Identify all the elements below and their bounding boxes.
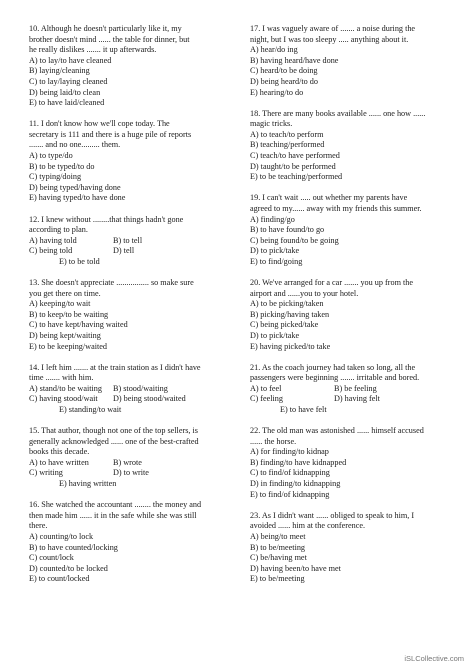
answer-option: C) be/having met bbox=[250, 553, 307, 563]
answer-option: A) to teach/to perform bbox=[250, 129, 324, 139]
answer-options bbox=[29, 151, 244, 204]
question-block bbox=[29, 215, 244, 268]
answer-option: D) being laid/to clean bbox=[29, 87, 101, 97]
answer-option: A) keeping/to wait bbox=[29, 299, 91, 309]
question-text: 15. That author, though not one of the top sellers, is generally acknowledged ...... one of the best-crafted books this decade. bbox=[29, 426, 199, 457]
answer-option: E) to find/of kidnapping bbox=[250, 489, 330, 499]
answer-option: A) to have written bbox=[29, 457, 89, 467]
answer-option: E) having written bbox=[59, 479, 117, 489]
answer-option: D) having felt bbox=[334, 394, 380, 404]
answer-option: A) to feel bbox=[250, 383, 282, 393]
answer-option: D) being typed/having done bbox=[29, 182, 121, 192]
question-block bbox=[29, 426, 244, 490]
answer-option: D) to pick/take bbox=[250, 330, 300, 340]
answer-option: D) being kept/waiting bbox=[29, 330, 101, 340]
answer-option: D) to write bbox=[113, 468, 149, 478]
answer-option: D) to pick/take bbox=[250, 246, 300, 256]
answer-options bbox=[29, 532, 244, 585]
answer-options bbox=[250, 45, 462, 98]
answer-option: A) to type/do bbox=[29, 151, 73, 161]
answer-option: C) feeling bbox=[250, 394, 283, 404]
answer-option: A) to lay/to have cleaned bbox=[29, 55, 112, 65]
answer-option: A) hear/do ing bbox=[250, 45, 298, 55]
answer-option: B) to keep/to be waiting bbox=[29, 309, 109, 319]
answer-option: C) typing/doing bbox=[29, 172, 82, 182]
answer-option: B) stood/waiting bbox=[113, 383, 168, 393]
answer-option: E) to be/meeting bbox=[250, 574, 305, 584]
answer-options bbox=[250, 532, 462, 585]
answer-option: B) laying/cleaning bbox=[29, 66, 90, 76]
question-block bbox=[250, 24, 462, 98]
answer-option: D) taught/to be performed bbox=[250, 161, 336, 171]
answer-options bbox=[29, 384, 244, 416]
answer-option: A) for finding/to kidnap bbox=[250, 447, 329, 457]
answer-option: E) having typed/to have done bbox=[29, 193, 126, 203]
answer-option: D) in finding/to kidnapping bbox=[250, 479, 341, 489]
answer-option: C) count/lock bbox=[29, 553, 74, 563]
question-text: 13. She doesn't appreciate ................ so make sure you get there on time. bbox=[29, 277, 194, 298]
question-text: 22. The old man was astonished ...... himself accused ...... the horse. bbox=[250, 426, 424, 446]
answer-options bbox=[250, 299, 462, 352]
question-block bbox=[250, 278, 462, 352]
answer-option: B) teaching/performed bbox=[250, 140, 325, 150]
answer-options bbox=[250, 130, 462, 183]
answer-option: E) to have felt bbox=[280, 405, 327, 414]
question-text: 12. I knew without ........that things hadn't gone according to plan. bbox=[29, 214, 184, 235]
answer-option: B) finding/to have kidnapped bbox=[250, 457, 347, 467]
answer-option: E) to have laid/cleaned bbox=[29, 98, 105, 108]
answer-option: B) having heard/have done bbox=[250, 55, 339, 65]
answer-option: C) heard/to be doing bbox=[250, 66, 318, 76]
answer-option: D) counted/to be locked bbox=[29, 563, 108, 573]
answer-option: C) having stood/wait bbox=[29, 394, 98, 404]
answer-option: C) to have kept/having waited bbox=[29, 320, 128, 330]
question-text: 10. Although he doesn't particularly like it, my brother doesn't mind ...... the table for dinner, but he really dislikes ....... it up afterwards. bbox=[29, 24, 190, 55]
question-block bbox=[29, 278, 244, 352]
answer-option: B) to be typed/to do bbox=[29, 161, 95, 171]
answer-option: A) stand/to be waiting bbox=[29, 383, 102, 393]
question-block bbox=[250, 363, 462, 416]
answer-option: E) to be told bbox=[59, 256, 100, 266]
answer-option: D) being heard/to do bbox=[250, 76, 318, 86]
question-text: 19. I can't wait ..... out whether my parents have agreed to my...... away with my friends this summer. bbox=[250, 193, 422, 213]
answer-options bbox=[250, 215, 462, 268]
answer-option: B) be feeling bbox=[334, 383, 377, 393]
question-block bbox=[29, 24, 244, 109]
answer-option: D) being stood/waited bbox=[113, 394, 186, 404]
question-text: 23. As I didn't want ...... obliged to speak to him, I avoided ...... him at the conference. bbox=[250, 510, 415, 531]
question-block bbox=[29, 119, 244, 204]
answer-option: D) having been/to have met bbox=[250, 563, 341, 573]
answer-option: C) being picked/take bbox=[250, 320, 319, 330]
question-text: 20. We've arranged for a car ....... you up from the airport and ......you to your hotel. bbox=[250, 277, 413, 298]
answer-option: E) to count/locked bbox=[29, 574, 90, 584]
answer-options bbox=[250, 384, 462, 416]
question-block bbox=[29, 363, 244, 416]
right-column bbox=[250, 24, 462, 595]
question-block bbox=[250, 511, 462, 585]
answer-option: A) having told bbox=[29, 235, 77, 245]
answer-options bbox=[29, 56, 244, 109]
answer-option: B) to tell bbox=[113, 235, 143, 245]
left-column bbox=[29, 24, 244, 595]
answer-option: B) to have counted/locking bbox=[29, 542, 118, 552]
answer-options bbox=[29, 299, 244, 352]
answer-option: A) finding/go bbox=[250, 214, 295, 224]
question-text: 18. There are many books available ...... one how ...... magic tricks. bbox=[250, 108, 426, 129]
answer-option: C) to lay/laying cleaned bbox=[29, 76, 108, 86]
answer-option: C) being found/to be going bbox=[250, 235, 339, 245]
site-watermark: iSLCollective.com bbox=[404, 654, 464, 663]
answer-option: C) to find/of kidnapping bbox=[250, 468, 330, 478]
question-block bbox=[29, 500, 244, 585]
question-text: 21. As the coach journey had taken so long, all the passengers were beginning ....... irritable and bored. bbox=[250, 362, 420, 383]
answer-option: B) to be/meeting bbox=[250, 542, 306, 552]
question-text: 17. I was vaguely aware of ....... a noise during the night, but I was too sleepy ..... anything about it. bbox=[250, 24, 416, 44]
answer-option: A) being/to meet bbox=[250, 531, 306, 541]
answer-option: B) to have found/to go bbox=[250, 225, 325, 235]
answer-option: E) having picked/to take bbox=[250, 341, 331, 351]
answer-option: C) being told bbox=[29, 246, 73, 256]
answer-options bbox=[250, 447, 462, 500]
question-text: 11. I don't know how we'll cope today. The secretary is 111 and there is a huge pile of reports ....... and no one......... them. bbox=[29, 119, 192, 150]
answer-option: E) to find/going bbox=[250, 256, 303, 266]
answer-options bbox=[29, 236, 244, 268]
answer-option: B) picking/having taken bbox=[250, 309, 330, 319]
answer-option: A) counting/to lock bbox=[29, 531, 94, 541]
answer-option: D) tell bbox=[113, 246, 135, 256]
question-block bbox=[250, 193, 462, 267]
answer-option: C) teach/to have performed bbox=[250, 151, 340, 161]
answer-options bbox=[29, 458, 244, 490]
answer-option: A) to be picking/taken bbox=[250, 299, 324, 309]
question-block bbox=[250, 426, 462, 500]
answer-option: E) to be keeping/waited bbox=[29, 341, 107, 351]
answer-option: B) wrote bbox=[113, 457, 142, 467]
answer-option: E) to be teaching/performed bbox=[250, 172, 343, 182]
question-block bbox=[250, 109, 462, 183]
question-text: 14. I left him ....... at the train station as I didn't have time ....... with him. bbox=[29, 362, 201, 383]
answer-option: C) writing bbox=[29, 468, 63, 478]
answer-option: E) standing/to wait bbox=[59, 405, 122, 414]
question-text: 16. She watched the accountant ........ the money and then made him ...... it in the safe while she was still there. bbox=[29, 500, 202, 531]
answer-option: E) hearing/to do bbox=[250, 87, 304, 97]
